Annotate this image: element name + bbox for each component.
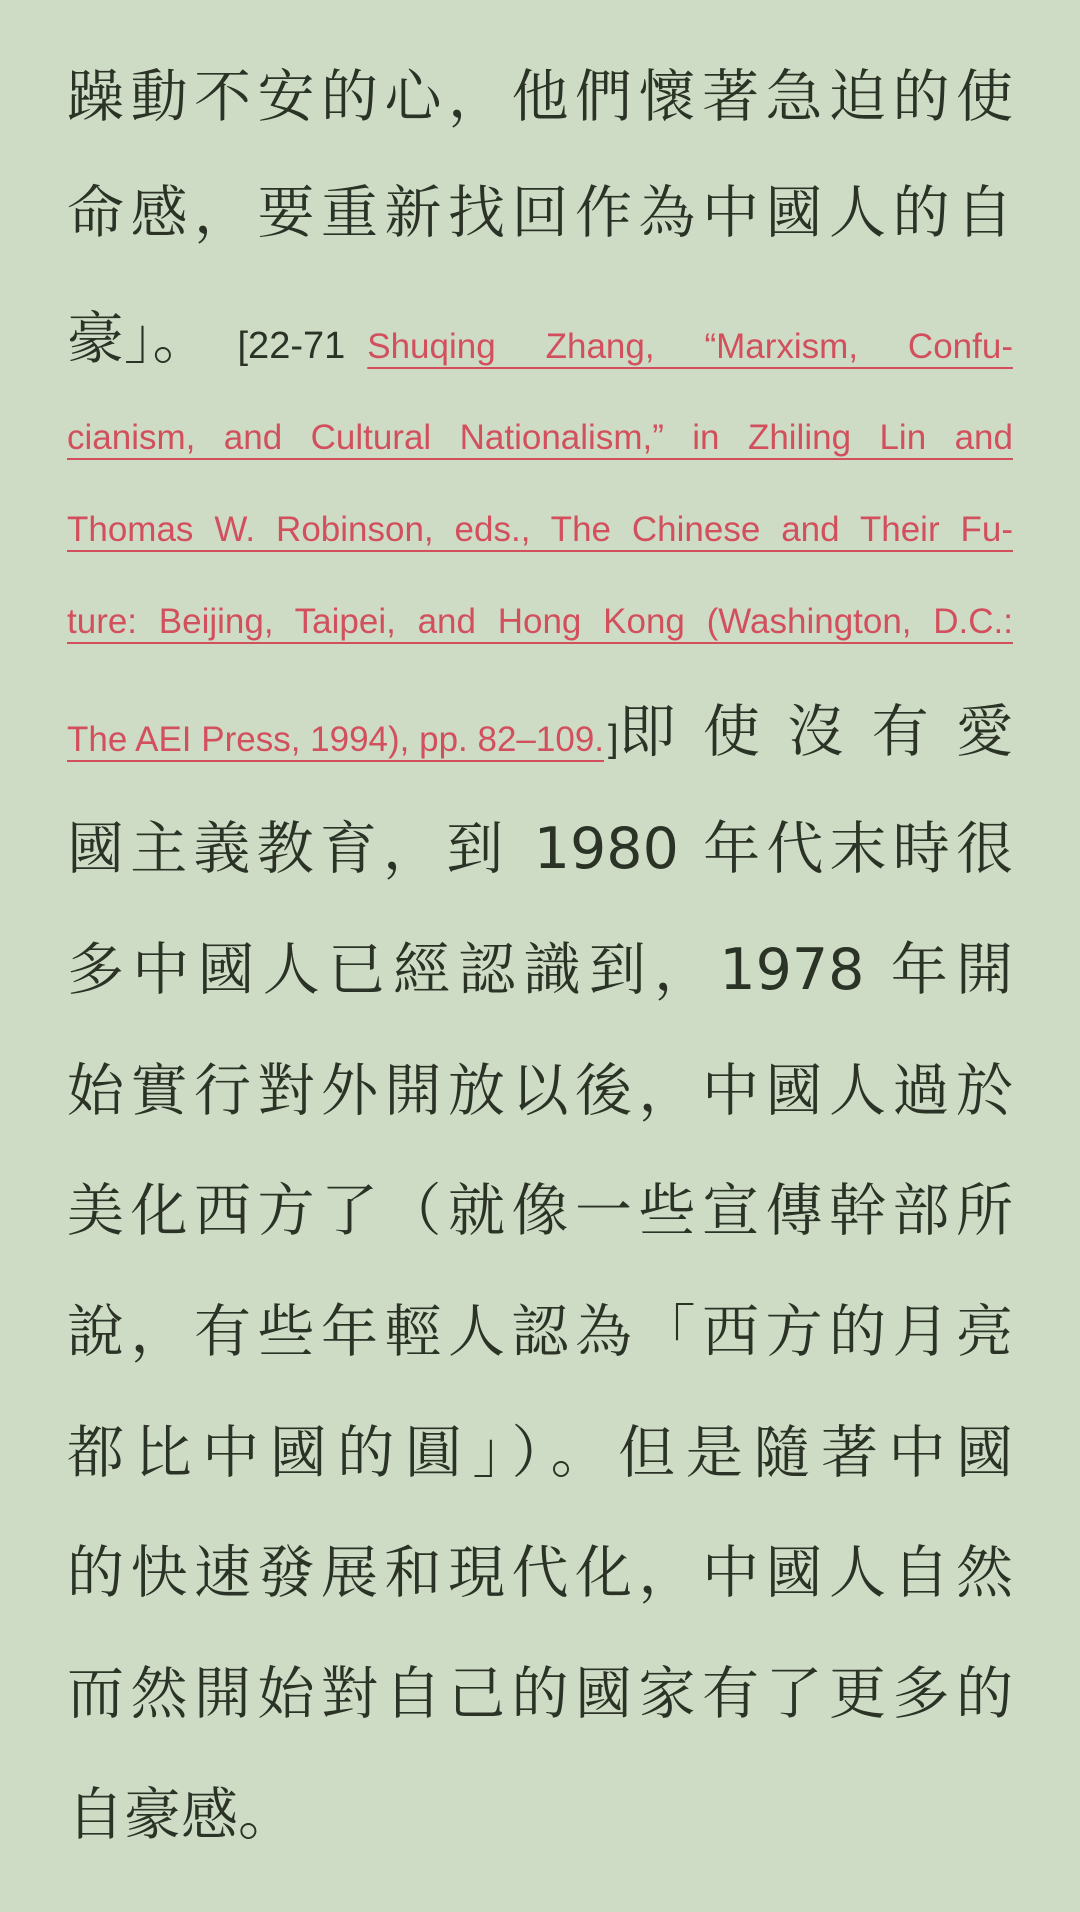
footnote-link-line[interactable]: Thomas W. Robinson, eds., The Chinese and Their Fu- — [67, 510, 1013, 549]
footnote-link-line[interactable]: cianism, and Cultural Nationalism,” in Zhiling Lin and — [67, 418, 1013, 457]
body-text-line: 命感，要重新找回作為中國人的自 — [67, 180, 1013, 246]
body-text-fragment: 即使沒有愛 — [618, 699, 1013, 765]
body-text-line: 的快速發展和現代化，中國人自然 — [67, 1540, 1013, 1606]
body-text-line: 始實行對外開放以後，中國人過於 — [67, 1058, 1013, 1124]
footnote-link[interactable]: The AEI Press, 1994), pp. 82–109. — [67, 720, 605, 759]
footnote-link[interactable]: Shuqing Zhang, “Marxism, Confu- — [367, 327, 1013, 366]
body-text-line-with-footnote — [67, 697, 1013, 767]
footnote-link-line[interactable]: ture: Beijing, Taipei, and Hong Kong (Washington, D.C.: — [67, 602, 1013, 641]
body-text-line: 國主義教育，到 1980 年代末時很 — [67, 816, 1013, 882]
body-text-line: 美化西方了（就像一些宣傳幹部所 — [67, 1178, 1013, 1244]
body-text-line: 躁動不安的心，他們懷著急迫的使 — [67, 64, 1013, 130]
footnote-ref-open: [22-71 — [237, 325, 346, 367]
body-text-fragment: 豪」。 — [67, 306, 210, 372]
body-text-line: 都比中國的圓」）。但是隨著中國 — [67, 1420, 1013, 1486]
body-text-line: 自豪感。 — [67, 1782, 295, 1848]
body-text-line: 多中國人已經認識到，1978 年開 — [67, 937, 1013, 1003]
body-text-line: 說，有些年輕人認為「西方的月亮 — [67, 1299, 1013, 1365]
body-text-line: 而然開始對自己的國家有了更多的 — [67, 1661, 1013, 1727]
body-text-line-with-footnote — [67, 304, 1013, 374]
footnote-ref-close: ] — [608, 718, 619, 760]
